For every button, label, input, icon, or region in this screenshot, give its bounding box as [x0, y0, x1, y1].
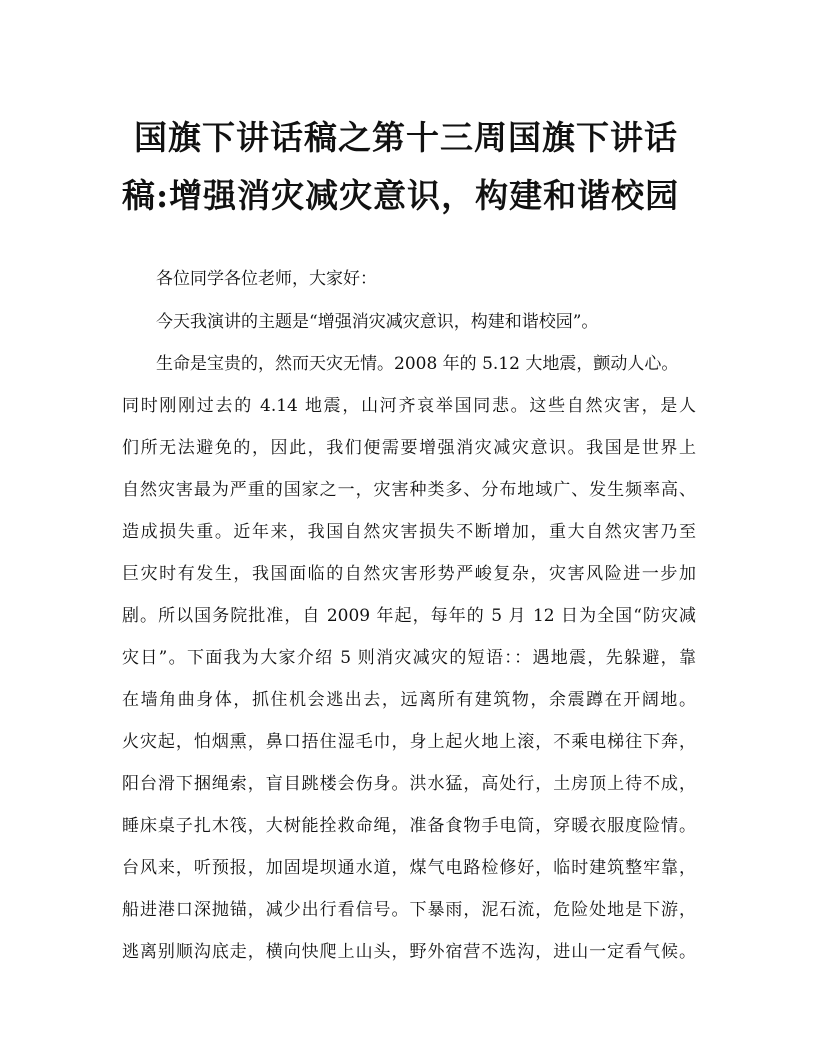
paragraph-line: 们所无法避免的，因此，我们便需要增强消灾减灾意识。我国是世界上 — [122, 438, 696, 458]
salutation: 各位同学各位老师，大家好： — [156, 269, 377, 289]
paragraph-topic: 今天我演讲的主题是“增强消灾减灾意识，构建和谐校园”。 — [156, 312, 599, 332]
paragraph-line: 睡床桌子扎木筏，大树能拴救命绳，准备食物手电筒，穿暖衣服度险情。 — [122, 816, 696, 836]
paragraph-line: 灾日”。下面我为大家介绍 5 则消灾减灾的短语：：遇地震，先躲避，靠 — [122, 648, 696, 668]
paragraph-line: 剧。所以国务院批准，自 2009 年起，每年的 5 月 12 日为全国“防灾减 — [122, 606, 696, 626]
paragraph-line: 生命是宝贵的，然而天灾无情。2008 年的 5.12 大地震，颤动人心。 — [156, 354, 679, 374]
paragraph-line: 船进港口深抛锚，减少出行看信号。下暴雨，泥石流，危险处地是下游， — [122, 900, 696, 920]
paragraph-line: 台风来，听预报，加固堤坝通水道，煤气电路检修好，临时建筑整牢靠， — [122, 858, 696, 878]
document-title-line-2: 稿:增强消灾减灾意识，构建和谐校园 — [122, 176, 680, 215]
paragraph-line: 阳台滑下捆绳索，盲目跳楼会伤身。洪水猛，高处行，土房顶上待不成， — [122, 774, 696, 794]
paragraph-line: 逃离别顺沟底走，横向快爬上山头，野外宿营不选沟，进山一定看气候。 — [122, 942, 696, 962]
document-title-line-1: 国旗下讲话稿之第十三周国旗下讲话 — [134, 118, 678, 157]
paragraph-line: 在墙角曲身体，抓住机会逃出去，远离所有建筑物，余震蹲在开阔地。 — [122, 690, 696, 710]
paragraph-line: 同时刚刚过去的 4.14 地震，山河齐哀举国同悲。这些自然灾害，是人 — [122, 396, 696, 416]
paragraph-line: 火灾起，怕烟熏，鼻口捂住湿毛巾，身上起火地上滚，不乘电梯往下奔， — [122, 732, 696, 752]
paragraph-line: 巨灾时有发生，我国面临的自然灾害形势严峻复杂，灾害风险进一步加 — [122, 564, 696, 584]
paragraph-line: 自然灾害最为严重的国家之一，灾害种类多、分布地域广、发生频率高、 — [122, 480, 696, 500]
paragraph-line: 造成损失重。近年来，我国自然灾害损失不断增加，重大自然灾害乃至 — [122, 522, 696, 542]
